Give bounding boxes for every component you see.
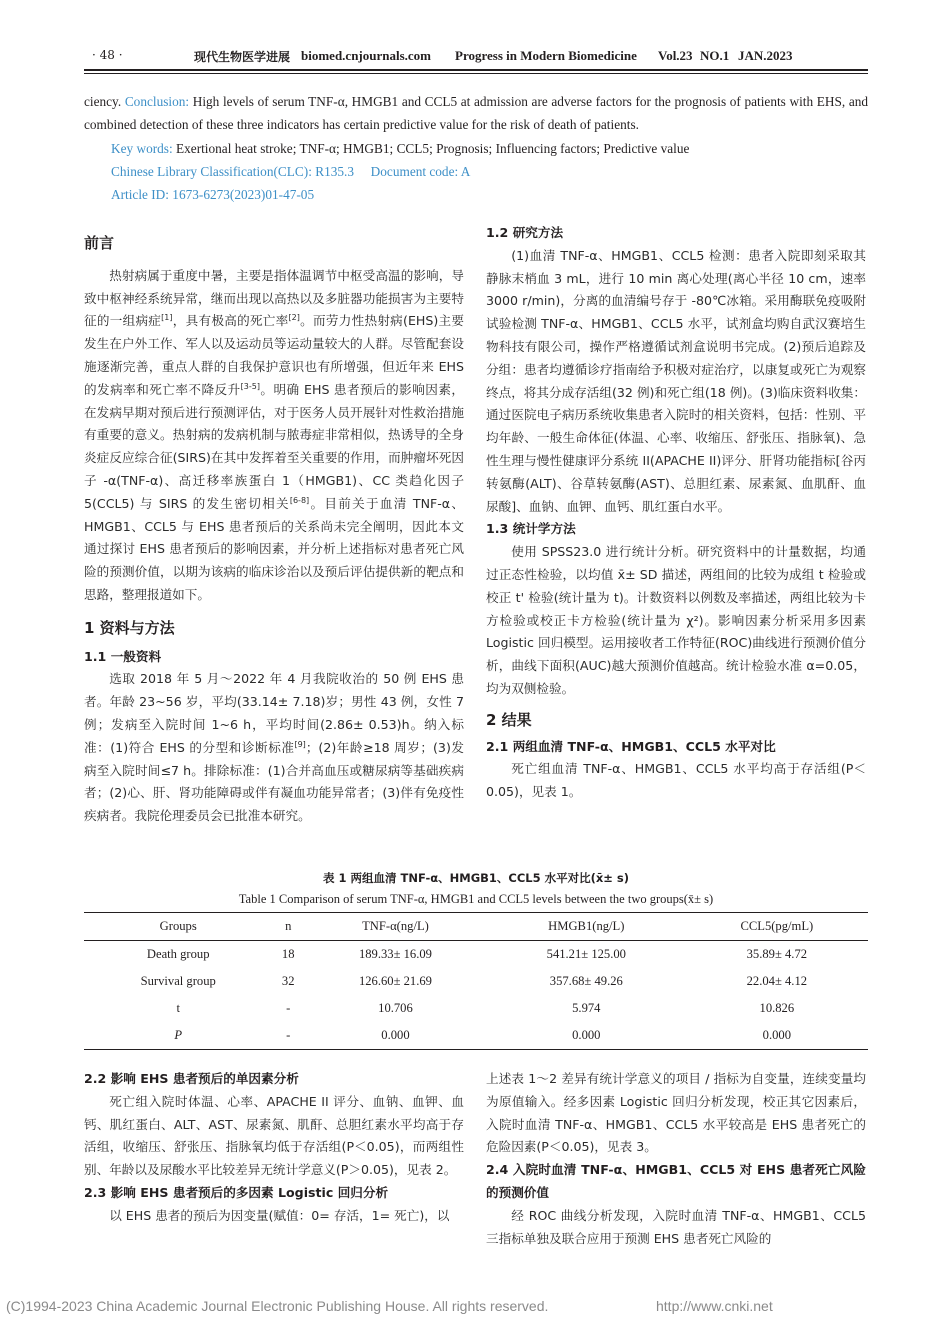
conclusion-label: Conclusion: bbox=[124, 94, 190, 109]
table-cell: 189.33± 16.09 bbox=[358, 947, 432, 961]
table-header-cell: n bbox=[285, 919, 292, 933]
table-cell: 10.826 bbox=[759, 1001, 795, 1015]
issue: NO.1 bbox=[700, 48, 730, 63]
table-caption-cn: 表 1 两组血清 TNF-α、HMGB1、CCL5 水平对比(x̄± s) bbox=[322, 871, 630, 885]
section-1-heading: 1 资料与方法 bbox=[84, 618, 175, 637]
intro-paragraph: 热射病属于重度中暑，主要是指体温调节中枢受高温的影响，导致中枢神经系统异常，继而出现以高热以及多脏器功能损害为主要特征的一组病症[1]，具有极高的死亡率[2]。而劳力性热射病(EHS)主要发生在户外工作、军人以及运动员等运动量较大的人群。尽管配套设施逐渐完善，重点人群的自我保护意识也有所增强，但近年来 EHS 的发病率和死亡率不降反升[3-5]。明确 EHS 患者预后的影响因素，在发病早期对预后进行预测评估，对于医务人员开展针对性救治措施有重要的意义。热射病的发病机制与脓毒症非常相似，热诱导的全身炎症反应综合征(SIRS)在其中发挥着至关重要的作用，而肿瘤坏死因子 -α(TNF-α)、高迁移率族蛋白 1（HMGB1)、CC 类趋化因子 5(CCL5) 与 SIRS 的发生密切相关[6-8]。目前关于血清 TNF-α、HMGB1、CCL5 与 EHS 患者预后的关系尚未完全阐明，因此本文通过探讨 EHS 患者预后的影响因素，并分析上述指标对患者死亡风险的预测价值，以期为该病的临床诊治以及预后评估提供新的靶点和思路，整理报道如下。 bbox=[84, 267, 465, 602]
table-header-cell: HMGB1(ng/L) bbox=[548, 919, 625, 933]
section-2-4-heading: 2.4 入院时血清 TNF-α、HMGB1、CCL5 对 EHS 患者死亡风险的预测价值 bbox=[486, 1162, 866, 1200]
ref-5: [9] bbox=[294, 739, 306, 749]
section-1-3-paragraph: 使用 SPSS23.0 进行统计分析。研究资料中的计量数据，均通过正态性检验，以均值 x̄± SD 描述，两组间的比较为成组 t 检验或校正 t' 检验(统计量为 t)。计数资料以例数及率描述，两组比较为卡方检验或校正卡方检验(统计量为 χ²)。影响因素分析采用多因素 Logistic 回归模型。运用接收者工作特征(ROC)曲线进行预测价值分析，曲线下面积(AUC)越大预测价值越高。统计检验水准 α=0.05，均为双侧检验。 bbox=[486, 544, 866, 696]
table-caption-en: Table 1 Comparison of serum TNF-α, HMGB1 and CCL5 levels between the two groups(x̄± s) bbox=[238, 892, 714, 906]
table-cell: 10.706 bbox=[378, 1001, 413, 1015]
section-2-3-paragraph: 以 EHS 患者的预后为因变量(赋值：0= 存活，1= 死亡)，以 bbox=[109, 1207, 450, 1223]
table-header-row bbox=[84, 913, 868, 941]
table-row bbox=[84, 995, 868, 1022]
section-2-3-continued: 上述表 1～2 差异有统计学意义的项目 / 指标为自变量，连续变量均为原值输入。经多因素 Logistic 回归分析发现，校正其它因素后，入院时血清 TNF-α、HMGB1、CCL5 水平较高是 EHS 患者死亡的危险因素(P＜0.05)，见表 3。 bbox=[486, 1071, 866, 1155]
table-cell: 18 bbox=[281, 947, 295, 961]
table-cell: Survival group bbox=[140, 974, 216, 988]
table-cell: 22.04± 4.12 bbox=[746, 974, 808, 988]
journal-en: Progress in Modern Biomedicine bbox=[455, 48, 637, 63]
section-2-2-paragraph: 死亡组入院时体温、心率、APACHE II 评分、血钠、血钾、血钙、肌红蛋白、ALT、AST、尿素氮、肌酐、总胆红素水平均高于存活组，收缩压、舒张压、指脉氧均低于存活组(P＜0.05)，而两组性别、年龄以及尿酸水平比较差异无统计学意义(P＞0.05)，见表 2。 bbox=[84, 1093, 464, 1178]
journal-website: biomed.cnjournals.com bbox=[301, 48, 431, 63]
table-cell: - bbox=[286, 1028, 291, 1042]
clc-value: R135.3 bbox=[315, 164, 355, 179]
section-2-3-heading: 2.3 影响 EHS 患者预后的多因素 Logistic 回归分析 bbox=[84, 1184, 389, 1200]
table-header-cell: TNF-α(ng/L) bbox=[362, 919, 429, 933]
table-row bbox=[84, 941, 868, 969]
table-cell: 541.21± 125.00 bbox=[546, 947, 626, 961]
conclusion-text-2: with EHS, and combined detection of these three indicators has certain predictive value for the risk of death of patients. bbox=[84, 94, 869, 132]
article-id-line bbox=[111, 183, 871, 206]
conclusion-text: High levels of serum TNF-α, HMGB1 and CCL5 at admission are adverse factors for the prognosis of patients bbox=[192, 94, 786, 109]
table-row bbox=[84, 1022, 868, 1050]
clc-label: Chinese Library Classification(CLC): bbox=[111, 164, 312, 179]
table-1 bbox=[84, 912, 868, 1050]
keywords-line bbox=[111, 137, 871, 160]
right-column bbox=[486, 222, 866, 804]
section-1-2-paragraph: (1)血清 TNF-α、HMGB1、CCL5 检测：患者入院即刻采取其静脉末梢血 3 mL，进行 10 min 离心处理(离心半径 10 cm，速率 3000 r/min)，分离的血清编号存于 -80℃冰箱。采用酶联免疫吸附试验检测 TNF-α、HMGB1、CCL5 水平，试剂盒均购自武汉赛培生物科技有限公司，操作严格遵循试剂盒说明书完成。(2)预后追踪及分组：患者均遵循诊疗指南给予积极对症治疗，以康复或死亡为观察终点，将其分成存活组(32 例)和死亡组(18 例)。(3)临床资料收集：通过医院电子病历系统收集患者入院时的相关资料，包括：性别、平均年龄、一般生命体征(体温、心率、收缩压、舒张压、指脉氧)、急性生理与慢性健康评分系统 II(APACHE II)评分、肝肾功能指标[谷丙转氨酶(ALT)、谷草转氨酶(AST)、总胆红素、尿素氮、血肌酐、血尿酸]、血钠、血钾、血钙、肌红蛋白水平。 bbox=[486, 247, 866, 514]
section-2-heading: 2 结果 bbox=[486, 710, 532, 729]
clc-line bbox=[111, 160, 871, 183]
table-header-cell: CCL5(pg/mL) bbox=[740, 919, 814, 933]
table-cell: Death group bbox=[146, 947, 210, 961]
table-header-cell: Groups bbox=[159, 919, 197, 933]
ref-2: [2] bbox=[288, 313, 300, 323]
doc-code-value: A bbox=[460, 164, 471, 179]
cnki-url[interactable]: http://www.cnki.net bbox=[656, 1298, 773, 1314]
volume: Vol.23 bbox=[658, 48, 693, 63]
section-2-2-heading: 2.2 影响 EHS 患者预后的单因素分析 bbox=[84, 1071, 299, 1086]
section-1-1-paragraph: 选取 2018 年 5 月～2022 年 4 月我院收治的 50 例 EHS 患者。年龄 23~56 岁，平均(33.14± 7.18)岁；男性 43 例，女性 7 例；发病至入院时间 1~6 h，平均时间(2.86± 0.53)h。纳入标准：(1)符合 EHS 的分型和诊断标准[9]；(2)年龄≥18 周岁；(3)发病至入院时间≤7 h。排除标准：(1)合并高血压或糖尿病等基础疾病者；(2)心、肝、肾功能障碍或伴有凝血功能异常者；(3)伴有免疫性疾病者。我院伦理委员会已批准本研究。 bbox=[84, 671, 464, 824]
section-1-3-heading: 1.3 统计学方法 bbox=[486, 521, 576, 537]
left-column bbox=[84, 232, 464, 828]
abstract-prefix: ciency. bbox=[84, 94, 122, 109]
table-cell: 0.000 bbox=[762, 1028, 791, 1042]
table-row bbox=[84, 968, 868, 995]
section-1-2-heading: 1.2 研究方法 bbox=[486, 225, 564, 240]
table-cell: 5.974 bbox=[572, 1001, 601, 1015]
section-2-1-heading: 2.1 两组血清 TNF-α、HMGB1、CCL5 水平对比 bbox=[486, 738, 776, 754]
ref-3: [3-5] bbox=[240, 381, 260, 391]
bottom-right-column bbox=[486, 1068, 866, 1250]
table-cell: 0.000 bbox=[381, 1028, 410, 1042]
article-id-value: 1673-6273(2023)01-47-05 bbox=[172, 187, 315, 202]
table-cell: P bbox=[174, 1028, 183, 1042]
table-cell: 35.89± 4.72 bbox=[746, 947, 808, 961]
table-cell: t bbox=[176, 1001, 180, 1015]
page-number: · 48 · bbox=[92, 48, 123, 62]
article-id-label: Article ID: bbox=[111, 187, 169, 202]
date: JAN.2023 bbox=[738, 48, 793, 63]
header-rule-thin bbox=[84, 73, 868, 74]
keywords-label: Key words: bbox=[111, 141, 173, 156]
keywords: Exertional heat stroke; TNF-α; HMGB1; CCL5; Prognosis; Influencing factors; Predictive value bbox=[176, 141, 690, 156]
header-rule bbox=[84, 69, 868, 71]
section-2-1-paragraph: 死亡组血清 TNF-α、HMGB1、CCL5 水平均高于存活组(P＜0.05)，见表 1。 bbox=[486, 761, 866, 800]
copyright-text: (C)1994-2023 China Academic Journal Electronic Publishing House. All rights reserved. bbox=[6, 1298, 549, 1314]
table-cell: 32 bbox=[281, 974, 295, 988]
table-cell: 357.68± 49.26 bbox=[549, 974, 623, 988]
abstract-tail bbox=[84, 90, 868, 136]
table-cell: 0.000 bbox=[572, 1028, 601, 1042]
ref-1: [1] bbox=[161, 313, 173, 323]
table-cell: - bbox=[286, 1001, 291, 1015]
journal-cn: 现代生物医学进展 bbox=[194, 50, 291, 64]
bottom-left-column bbox=[84, 1068, 464, 1228]
table-cell: 126.60± 21.69 bbox=[358, 974, 432, 988]
intro-heading: 前言 bbox=[84, 234, 115, 252]
section-2-4-paragraph: 经 ROC 曲线分析发现，入院时血清 TNF-α、HMGB1、CCL5 三指标单独及联合应用于预测 EHS 患者死亡风险的 bbox=[486, 1207, 866, 1246]
ref-4: [6-8] bbox=[289, 495, 310, 505]
section-1-1-heading: 1.1 一般资料 bbox=[84, 648, 162, 664]
doc-code-label: Document code: bbox=[370, 164, 459, 179]
